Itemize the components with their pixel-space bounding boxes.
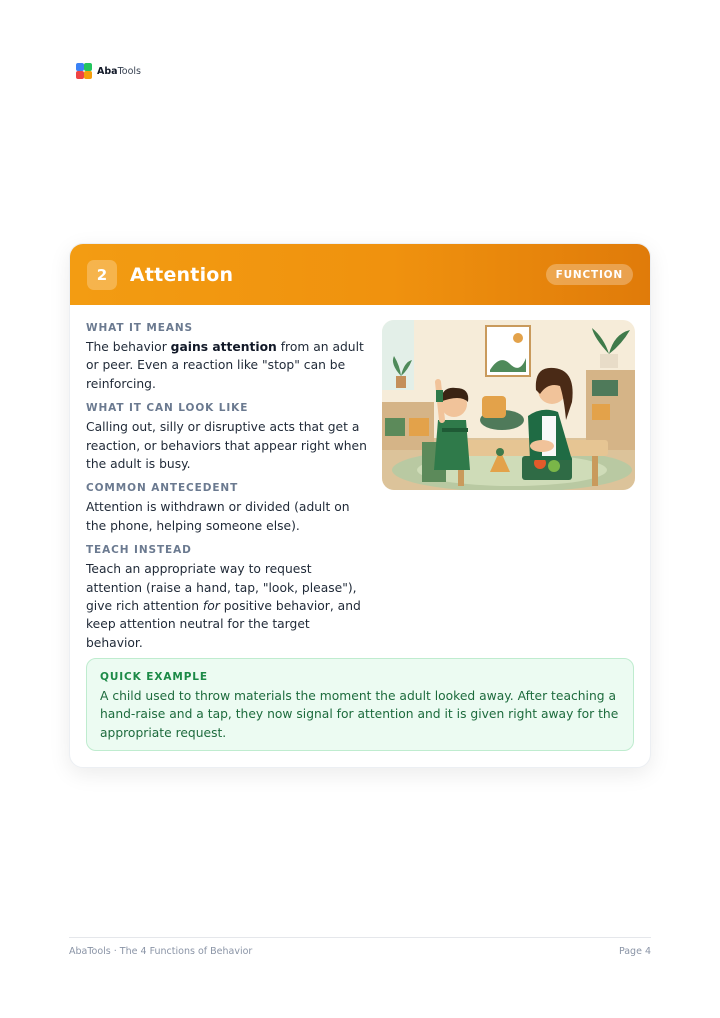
page-number: Page 4 <box>618 946 651 957</box>
section-body-teach: Teach an appropriate way to request attention (raise a hand, tap, "look, please"), give rich attention for positive behavior, and keep attention neutral for the target behavior. <box>86 562 361 650</box>
quick-example-body: A child used to throw materials the moment the adult looked away. After teaching a hand-raise and a tap, they now signal for attention and it is given right away for the appropriate request. <box>100 689 619 740</box>
section-body-antecedent: Attention is withdrawn or divided (adult on the phone, helping someone else). <box>86 500 350 533</box>
card-header <box>70 244 650 305</box>
section-label-look-like: WHAT IT CAN LOOK LIKE <box>86 402 249 415</box>
section-body-meaning: The behavior gains attention from an adult or peer. Even a reaction like "stop" can be reinforcing. <box>86 340 364 391</box>
section-label-antecedent: COMMON ANTECEDENT <box>86 482 239 495</box>
section-label-teach: TEACH INSTEAD <box>86 544 192 557</box>
puzzle-logo-icon <box>76 63 93 80</box>
text-column <box>86 322 368 661</box>
quick-example-box <box>86 658 634 751</box>
number-badge: 2 <box>87 260 117 290</box>
section-body-look-like: Calling out, silly or disruptive acts that get a reaction, or behaviors that appear right when the adult is busy. <box>86 420 367 472</box>
classroom-illustration <box>382 320 635 490</box>
logo-text: AbaTools <box>97 66 141 77</box>
quick-example-label: QUICK EXAMPLE <box>100 671 208 683</box>
footer-divider <box>69 937 651 938</box>
function-card <box>69 243 651 768</box>
function-tag: FUNCTION <box>546 264 633 285</box>
footer-title: AbaTools · The 4 Functions of Behavior <box>69 946 253 957</box>
section-label-meaning: WHAT IT MEANS <box>86 322 194 334</box>
logo <box>76 63 141 80</box>
card-title: Attention <box>130 263 234 286</box>
